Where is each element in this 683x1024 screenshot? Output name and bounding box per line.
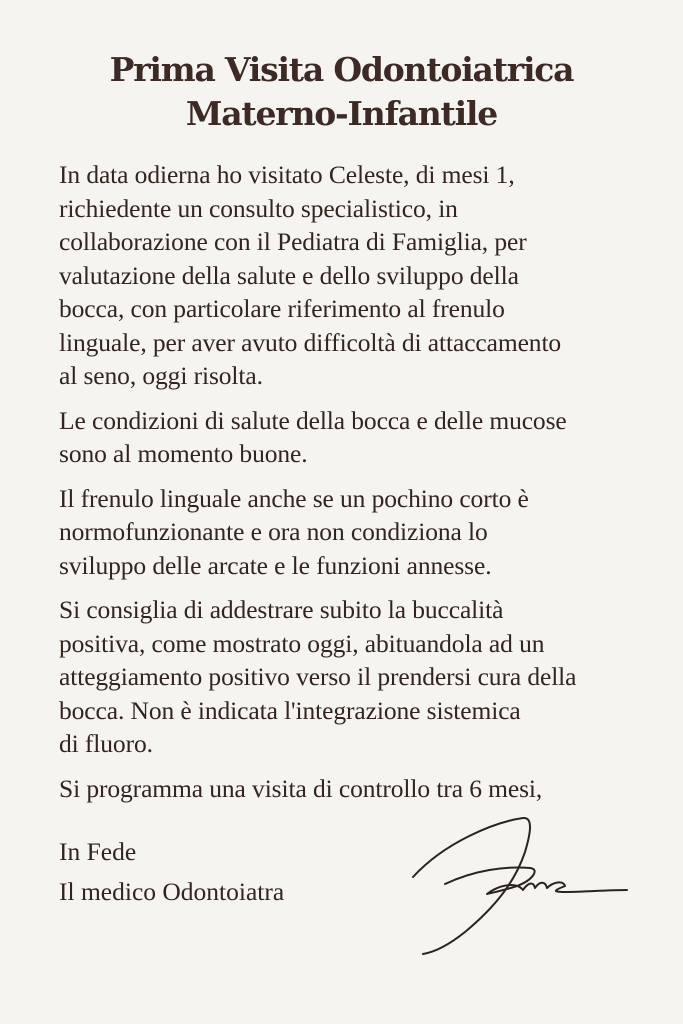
paragraph-recommendation: Si consiglia di addestrare subito la buccalità positiva, come mostrato oggi, abituandola ad un atteggiamento positivo verso il prendersi cura della bocca. Non è indicata l'integrazione sistemica di fluoro. <box>59 595 577 758</box>
paragraph-oral-health: Le condizioni di salute della bocca e delle mucose sono al momento buone. <box>59 405 567 468</box>
closing-doctor-title: Il medico Odontoiatra <box>59 877 285 906</box>
title-line-1: Prima Visita Odontoiatrica <box>109 50 574 89</box>
document-body <box>59 158 679 816</box>
closing-block <box>59 832 284 912</box>
paragraph-visit-summary: In data odierna ho visitato Celeste, di mesi 1, richiedente un consulto specialistico, in collaborazione con il Pediatra di Famiglia, per valutazione della salute e dello sviluppo della bocca, con particolare riferimento al frenulo linguale, per aver avuto difficoltà di attaccamento al seno, oggi risolta. <box>59 160 562 390</box>
document-title <box>0 48 683 136</box>
handwritten-signature <box>405 812 635 957</box>
paragraph-follow-up: Si programma una visita di controllo tra 6 mesi, <box>59 773 543 803</box>
closing-in-fede: In Fede <box>59 837 137 866</box>
signature-stroke-cross <box>445 868 627 894</box>
paragraph-frenulum: Il frenulo linguale anche se un pochino corto è normofunzionante e ora non condiziona lo sviluppo delle arcate e le funzioni annesse. <box>59 483 529 580</box>
title-line-2: Materno-Infantile <box>185 94 498 133</box>
